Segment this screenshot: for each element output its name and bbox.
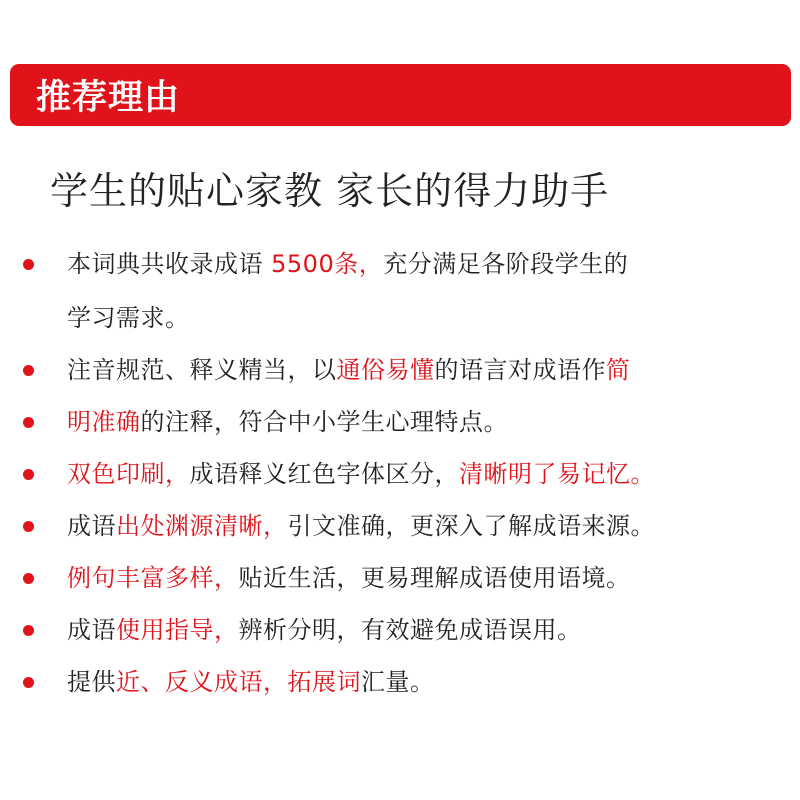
plain-text: 贴近生活，更易理解成语使用语境。 (238, 564, 631, 592)
highlight-text: 双色印刷， (67, 460, 190, 488)
list-item (0, 500, 800, 552)
plain-text: 成语 (67, 616, 116, 644)
plain-text: 注音规范、释义精当，以 (67, 356, 337, 384)
list-item (0, 292, 800, 344)
slogan-subtitle: 学生的贴心家教 家长的得力助手 (50, 169, 610, 213)
list-item-text (67, 238, 628, 290)
highlight-text: 近、反义成语， (116, 668, 288, 696)
bullet-dot-icon (23, 365, 34, 376)
highlight-text: 明准确 (67, 408, 141, 436)
list-item (0, 448, 800, 500)
bullet-dot-icon (23, 573, 34, 584)
highlight-text: 清晰明了易记忆。 (459, 460, 655, 488)
list-item (0, 552, 800, 604)
list-item (0, 344, 800, 396)
list-item-text (67, 292, 190, 344)
plain-text: 辨析分明，有效避免成语误用。 (238, 616, 582, 644)
list-item-text (67, 448, 655, 500)
bullet-dot-icon (23, 469, 34, 480)
highlight-text: 简 (606, 356, 631, 384)
list-item (0, 656, 800, 708)
list-item (0, 396, 800, 448)
list-item-text (67, 344, 631, 396)
list-item (0, 238, 800, 290)
section-banner (10, 64, 791, 126)
bullet-dot-icon (23, 625, 34, 636)
highlight-text: 通俗易懂 (336, 356, 435, 384)
plain-text: 的语言对成语作 (434, 356, 606, 384)
highlight-text: 例句丰富多样， (67, 564, 239, 592)
plain-text: 引文准确，更深入了解成语来源。 (287, 512, 655, 540)
list-item (0, 604, 800, 656)
highlight-text: 拓展词 (287, 668, 361, 696)
plain-text: 本词典共收录成语 (67, 250, 272, 278)
bullet-dot-icon (23, 417, 34, 428)
bullet-dot-icon (23, 259, 34, 270)
list-item-text (67, 396, 508, 448)
highlight-text: 使用指导， (116, 616, 239, 644)
bullet-dot-icon (23, 677, 34, 688)
plain-text: 成语 (67, 512, 116, 540)
plain-text: 汇量。 (361, 668, 435, 696)
plain-text: 的注释，符合中小学生心理特点。 (140, 408, 508, 436)
plain-text: 学习需求。 (67, 304, 190, 332)
plain-text: 成语释义红色字体区分， (189, 460, 459, 488)
plain-text: 充分满足各阶段学生的 (383, 250, 629, 278)
bullet-dot-icon (23, 521, 34, 532)
list-item-text (67, 604, 582, 656)
list-item-text (67, 552, 631, 604)
plain-text: 提供 (67, 668, 116, 696)
highlight-text: 5500条， (271, 250, 384, 278)
list-item-text (67, 500, 655, 552)
highlight-text: 出处渊源清晰， (116, 512, 288, 540)
banner-title: 推荐理由 (36, 78, 181, 118)
list-item-text (67, 656, 435, 708)
